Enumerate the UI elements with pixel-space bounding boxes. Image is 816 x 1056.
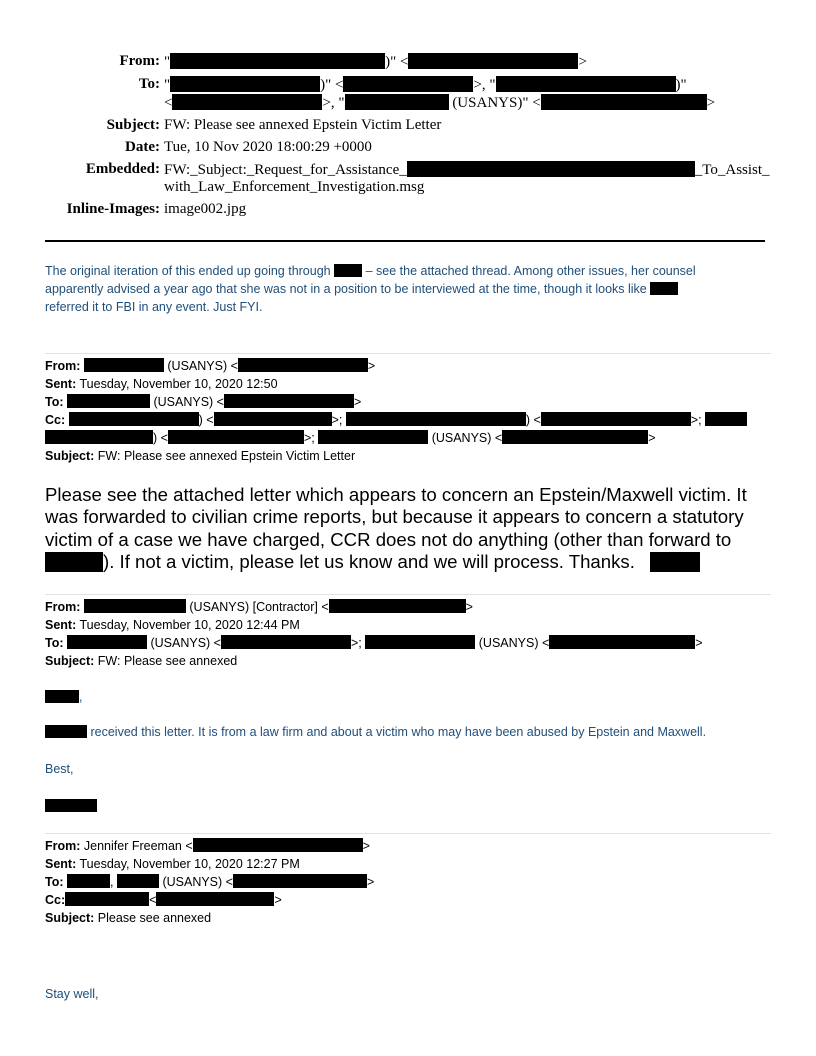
redaction	[238, 358, 368, 372]
subject-value: FW: Please see annexed Epstein Victim Letter	[97, 449, 356, 463]
redaction	[193, 838, 363, 852]
quote: "	[164, 77, 171, 93]
email2-body	[45, 723, 706, 741]
note-text: The original iteration of this ended up going through	[45, 264, 331, 278]
redaction	[67, 394, 150, 408]
email1-cc-2	[45, 429, 747, 447]
redaction	[170, 76, 320, 92]
email2-greeting	[45, 688, 82, 706]
body-text: received this letter. It is from a law firm and about a victim who may have been abused by Epstein and Maxwell.	[90, 725, 707, 739]
header-date-value: Tue, 10 Nov 2020 18:00:29 +0000	[164, 139, 372, 155]
attachment-link[interactable]: image002.jpg	[164, 201, 247, 217]
sent-value: Tuesday, November 10, 2020 12:27 PM	[79, 857, 300, 871]
from-text: (USANYS) <	[167, 359, 238, 373]
cc-label: Cc:	[45, 413, 66, 427]
header-date-row	[46, 139, 766, 156]
email3-from	[45, 837, 374, 855]
email1-header	[45, 357, 747, 465]
redaction	[541, 94, 707, 110]
spacer	[46, 179, 164, 196]
header-from-label: From:	[119, 53, 160, 69]
header-embedded-row	[46, 161, 770, 179]
body-line: Please see the attached letter which appears to concern an Epstein/Maxwell victim. It	[45, 484, 747, 505]
separator	[45, 353, 771, 354]
header-to-value-2	[164, 94, 766, 112]
redaction	[214, 412, 332, 426]
sent-label: Sent:	[45, 618, 77, 632]
email3-header	[45, 837, 374, 927]
email2-to	[45, 634, 703, 652]
delimiter: >;	[690, 413, 702, 427]
delimiter: >	[274, 893, 282, 907]
delimiter: >	[367, 359, 376, 373]
spacer	[46, 94, 164, 112]
redaction	[45, 430, 153, 444]
from-label: From:	[45, 359, 81, 373]
embedded-filename-part: FW:_Subject:_Request_for_Assistance_	[164, 162, 407, 178]
redaction	[45, 725, 87, 738]
redaction	[650, 282, 678, 295]
note-line	[45, 298, 770, 316]
email3-sent	[45, 855, 374, 873]
delimiter: )"	[675, 77, 687, 93]
delimiter: <	[164, 95, 173, 111]
redaction	[45, 799, 97, 812]
email1-subject	[45, 447, 747, 465]
to-text: (USANYS) <	[153, 395, 224, 409]
redaction	[329, 599, 466, 613]
delimiter: ,	[110, 875, 114, 889]
body-text: ). If not a victim, please let us know and we will process. Thanks.	[103, 550, 635, 572]
subject-value: Please see annexed	[97, 911, 212, 925]
redaction	[45, 690, 79, 703]
redaction	[318, 430, 428, 444]
to-label: To:	[45, 875, 64, 889]
from-label: From:	[45, 839, 81, 853]
delimiter: >, "	[322, 95, 345, 111]
body-line: victim of a case we have charged, CCR does not do anything (other than forward to	[45, 528, 732, 550]
redaction	[172, 94, 322, 110]
redaction	[170, 53, 385, 69]
redaction	[541, 412, 691, 426]
note-line	[45, 262, 770, 280]
delimiter: ) <	[525, 413, 541, 427]
redaction	[408, 53, 578, 69]
redaction	[650, 552, 700, 572]
quote: "	[164, 54, 171, 70]
delimiter: >	[578, 54, 587, 70]
subject-label: Subject:	[45, 449, 95, 463]
greeting-comma: ,	[79, 690, 83, 704]
header-embedded-label: Embedded:	[85, 161, 160, 177]
note-text: apparently advised a year ago that she was not in a position to be interviewed at the time, though it looks like	[45, 282, 647, 296]
note-text: – see the attached thread. Among other issues, her counsel	[365, 264, 696, 278]
note-text: referred it to FBI in any event. Just FYI.	[45, 300, 263, 314]
delimiter: ) <	[198, 413, 214, 427]
header-subject-value: FW: Please see annexed Epstein Victim Letter	[164, 117, 442, 133]
delimiter: >	[695, 636, 703, 650]
redaction	[67, 874, 110, 888]
email2-subject	[45, 652, 703, 670]
email3-closing: Stay well,	[45, 987, 99, 1001]
header-inline-images-row	[46, 201, 766, 218]
from-text: (USANYS) [Contractor] <	[189, 600, 329, 614]
email1-from	[45, 357, 747, 375]
redaction	[502, 430, 648, 444]
body-line	[45, 551, 775, 573]
delimiter: >;	[303, 431, 315, 445]
subject-label: Subject:	[45, 654, 95, 668]
redaction	[45, 552, 103, 572]
separator	[45, 594, 771, 595]
subject-value: FW: Please see annexed	[97, 654, 238, 668]
redaction	[67, 635, 147, 649]
email2-signoff: Best,	[45, 762, 74, 776]
body-line: was forwarded to civilian crime reports, but because it appears to concern a statutory	[45, 506, 744, 528]
to-label: To:	[45, 636, 64, 650]
header-to-value	[164, 76, 766, 94]
to-text: (USANYS) <	[478, 636, 550, 650]
email2-from	[45, 598, 703, 616]
email3-to	[45, 873, 374, 891]
header-embedded-row-2	[46, 179, 766, 196]
delimiter: )" <	[320, 77, 344, 93]
redaction	[224, 394, 354, 408]
email1-cc	[45, 411, 747, 429]
header-to-row-2	[46, 94, 766, 112]
sent-label: Sent:	[45, 857, 77, 871]
redaction	[221, 635, 351, 649]
to-text: (USANYS) <	[162, 875, 233, 889]
delimiter: >	[706, 95, 716, 111]
email2-sent	[45, 616, 703, 634]
sent-value: Tuesday, November 10, 2020 12:50	[79, 377, 278, 391]
forward-note	[45, 262, 770, 316]
delimiter: >	[465, 600, 473, 614]
delimiter: ) <	[153, 431, 168, 445]
email2-header	[45, 598, 703, 670]
email3-cc	[45, 891, 374, 909]
header-from-row	[46, 53, 766, 71]
header-date-label: Date:	[125, 139, 160, 155]
delimiter: >, "	[473, 77, 496, 93]
usanys-tag: (USANYS)" <	[452, 95, 541, 111]
redaction	[705, 412, 747, 426]
to-label: To:	[45, 395, 64, 409]
delimiter: >	[366, 875, 375, 889]
from-text: Jennifer Freeman <	[83, 839, 193, 853]
delimiter: )" <	[385, 54, 409, 70]
note-line	[45, 280, 770, 298]
delimiter: >	[354, 395, 362, 409]
embedded-filename-line2: with_Law_Enforcement_Investigation.msg	[164, 179, 425, 195]
redaction	[65, 892, 149, 906]
redaction	[168, 430, 304, 444]
delimiter: >	[362, 839, 370, 853]
cc-text: (USANYS) <	[431, 431, 503, 445]
cc-label: Cc:	[45, 893, 66, 907]
header-subject-row	[46, 117, 766, 134]
redaction	[84, 358, 164, 372]
email1-to	[45, 393, 747, 411]
redaction	[407, 161, 695, 177]
separator	[45, 833, 771, 834]
redaction	[69, 412, 199, 426]
header-to-row	[46, 76, 766, 94]
header-from-value	[164, 53, 766, 71]
email2-signature	[45, 797, 97, 815]
redaction	[496, 76, 676, 92]
email1-sent	[45, 375, 747, 393]
sent-label: Sent:	[45, 377, 77, 391]
redaction	[365, 635, 475, 649]
redaction	[343, 76, 473, 92]
header-to-label: To:	[138, 76, 160, 92]
delimiter: >;	[331, 413, 343, 427]
delimiter: >	[648, 431, 656, 445]
redaction	[346, 412, 526, 426]
redaction	[156, 892, 274, 906]
header-subject-label: Subject:	[106, 117, 160, 133]
delimiter: >;	[351, 636, 362, 650]
redaction	[345, 94, 449, 110]
email3-subject	[45, 909, 374, 927]
to-text: (USANYS) <	[150, 636, 221, 650]
from-label: From:	[45, 600, 81, 614]
redaction	[84, 599, 186, 613]
redaction	[549, 635, 695, 649]
sent-value: Tuesday, November 10, 2020 12:44 PM	[79, 618, 300, 632]
header-inline-images-label: Inline-Images:	[66, 201, 160, 217]
subject-label: Subject:	[45, 911, 95, 925]
redaction	[233, 874, 367, 888]
message-header	[46, 53, 770, 218]
redaction	[117, 874, 159, 888]
embedded-filename-part: _To_Assist_	[694, 162, 770, 178]
header-embedded-value	[164, 161, 770, 179]
email1-body	[45, 484, 775, 573]
delimiter: <	[149, 893, 157, 907]
header-divider	[45, 240, 765, 242]
redaction	[334, 264, 362, 277]
